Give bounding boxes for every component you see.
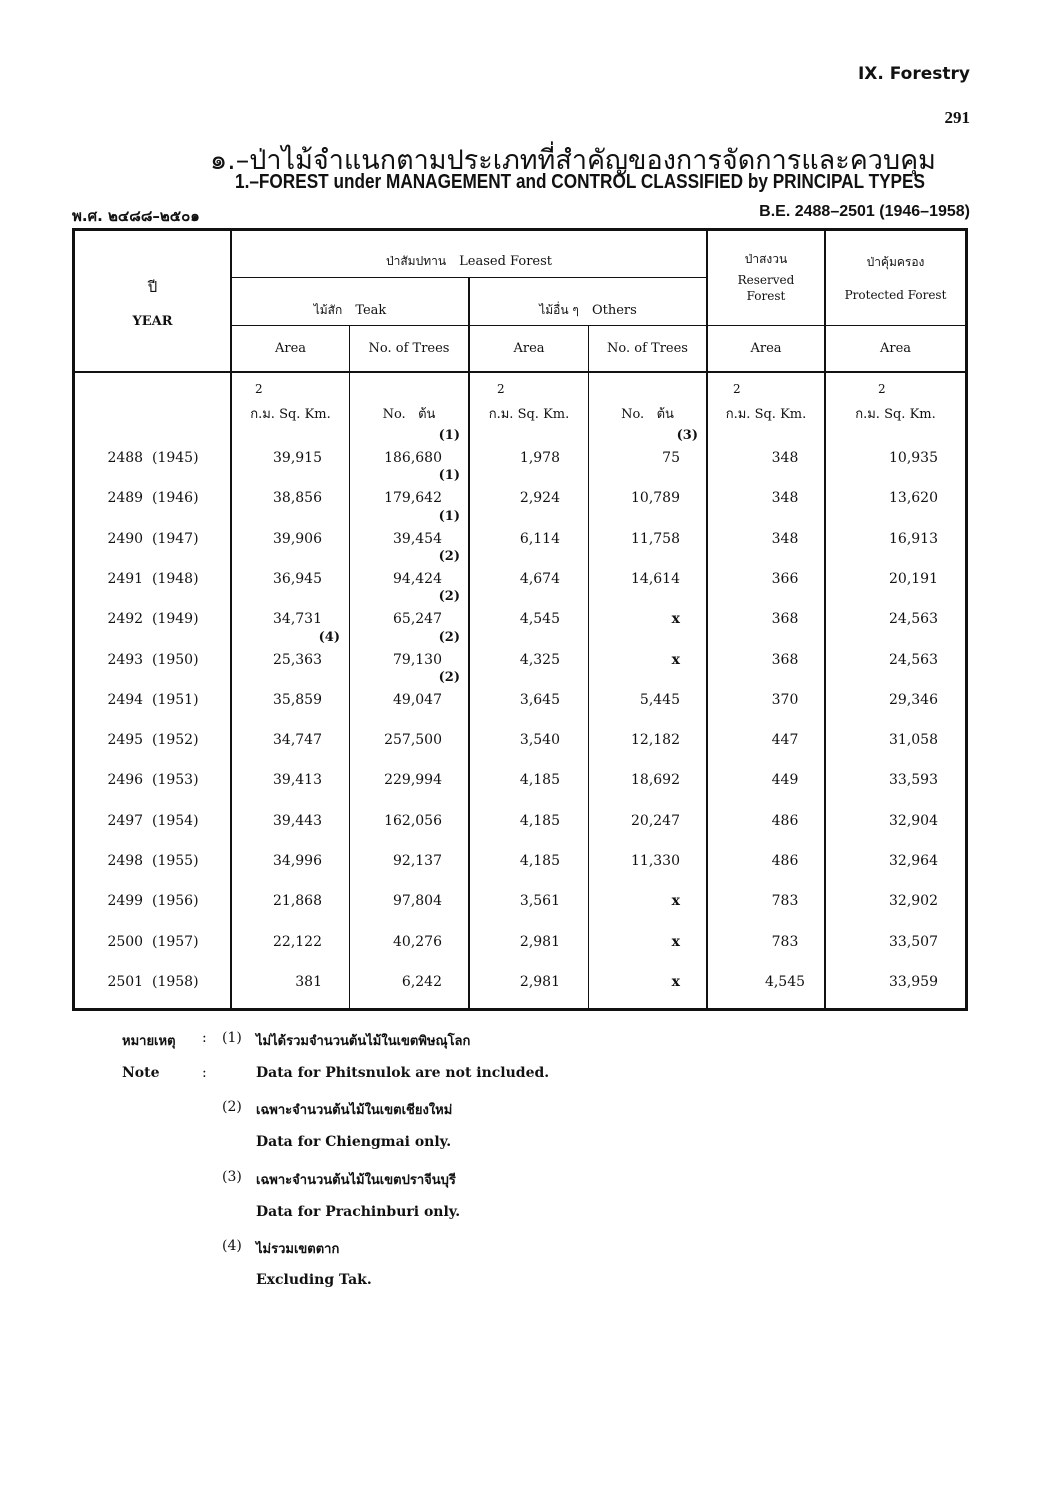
footnote-ref-others-trees: (3) [676,428,698,443]
cell-teak-trees: 79,130 [393,652,442,668]
unit-teak-area: ก.ม. Sq. Km. [250,407,331,422]
header-teak-area: Area [274,341,307,356]
cell-protected: 20,191 [889,571,938,587]
cell-others-trees: 20,247 [631,813,680,829]
cell-protected: 32,904 [889,813,938,829]
table-row [0,670,1040,732]
unit-others-area: ก.ม. Sq. Km. [488,407,570,422]
cell-reserved: 366 [771,571,799,587]
cell-protected: 24,563 [889,652,938,668]
cell-year: 2500 (1957) [107,934,199,950]
cell-others-area: 3,540 [519,732,560,748]
cell-others-trees: 10,789 [631,490,680,506]
cell-protected: 33,593 [889,772,938,788]
table-row [0,589,1040,651]
cell-year: 2496 (1953) [107,772,199,788]
table-row [0,813,1040,853]
header-others-thai: ไม้อื่น ๆ [539,303,579,317]
cell-others-trees: 75 [662,450,680,466]
unit-sup-teak-area: 2 [255,382,263,396]
cell-reserved: 783 [771,934,799,950]
cell-teak-trees: 97,804 [393,893,442,909]
header-leased-thai: ป่าสัมปทาน [386,254,447,268]
header-reserved-thai: ป่าสงวน [744,252,788,266]
cell-others-trees: 11,758 [631,531,680,547]
cell-others-trees: 11,330 [631,853,680,869]
note-1-num: (1) [222,1030,242,1046]
table-row [0,893,1040,933]
header-teak [232,299,468,320]
cell-reserved: 368 [771,652,799,668]
cell-others-trees: 14,614 [631,571,680,587]
header-teak-trees: No. of Trees [368,341,450,356]
cell-year: 2499 (1956) [107,893,199,909]
header-protected-area: Area [879,341,912,356]
cell-teak-area: 25,363 [273,652,322,668]
cell-others-area: 6,114 [519,531,560,547]
note-label-thai: หมายเหตุ [122,1034,176,1049]
cell-teak-area: 35,859 [273,692,322,708]
cell-year: 2497 (1954) [107,813,199,829]
subheader-rule [232,325,966,326]
footnote-ref-teak-trees: (2) [438,630,460,645]
cell-teak-trees: 92,137 [393,853,442,869]
title-thai: ๑.–ป่าไม้จำแนกตามประเภทที่สำคัญของการจัดการและควบคุม [210,145,936,176]
cell-year: 2493 (1950) [107,652,199,668]
header-leased-en: Leased Forest [459,254,552,269]
cell-reserved: 348 [771,531,799,547]
cell-protected: 24,563 [889,611,938,627]
cell-protected: 29,346 [889,692,938,708]
note-colon-1: : [202,1030,207,1046]
cell-teak-area: 39,906 [273,531,322,547]
header-year-thai: ปี [147,278,158,296]
cell-others-area: 2,981 [519,974,560,990]
table-row [0,428,1040,490]
cell-teak-area: 36,945 [273,571,322,587]
footnote-ref-teak-trees: (2) [438,549,460,564]
cell-others-area: 2,981 [519,934,560,950]
note-2-num: (2) [222,1099,242,1115]
cell-teak-trees: 186,680 [384,450,442,466]
cell-others-trees: x [671,974,680,990]
table-row [0,772,1040,812]
cell-others-area: 4,185 [519,853,560,869]
cell-teak-trees: 39,454 [393,531,442,547]
cell-others-area: 4,185 [519,813,560,829]
cell-others-area: 4,545 [519,611,560,627]
cell-reserved: 783 [771,893,799,909]
cell-reserved: 370 [771,692,799,708]
unit-sup-others-area: 2 [497,382,505,396]
cell-teak-area: 39,413 [273,772,322,788]
table-row [0,974,1040,1014]
cell-teak-area: 22,122 [273,934,322,950]
cell-teak-trees: 49,047 [393,692,442,708]
cell-others-area: 4,674 [519,571,560,587]
cell-protected: 32,902 [889,893,938,909]
cell-teak-trees: 162,056 [384,813,442,829]
header-protected-en: Protected Forest [844,288,947,302]
cell-teak-trees: 257,500 [384,732,442,748]
cell-teak-area: 34,747 [273,732,322,748]
cell-teak-area: 34,731 [273,611,322,627]
note-3-en: Data for Prachinburi only. [256,1204,461,1220]
unit-others-trees: No. ต้น [621,407,674,422]
note-1-thai: ไม่ได้รวมจำนวนต้นไม้ในเขตพิษณุโลก [256,1034,471,1049]
cell-teak-trees: 94,424 [393,571,442,587]
header-reserved-area: Area [750,341,782,356]
note-4-num: (4) [222,1238,242,1254]
cell-others-area: 2,924 [519,490,560,506]
cell-teak-trees: 229,994 [384,772,442,788]
footnote-ref-teak-trees: (1) [438,468,460,483]
header-reserved-en-2: Forest [746,289,786,303]
cell-protected: 16,913 [889,531,938,547]
table-row [0,468,1040,530]
unit-reserved: ก.ม. Sq. Km. [725,407,807,422]
unit-protected: ก.ม. Sq. Km. [855,407,936,422]
header-teak-en: Teak [355,303,387,318]
cell-protected: 13,620 [889,490,938,506]
cell-protected: 31,058 [889,732,938,748]
cell-reserved: 486 [771,813,799,829]
footnote-ref-teak-trees: (2) [438,670,460,685]
cell-reserved: 449 [771,772,799,788]
note-3-num: (3) [222,1169,242,1185]
cell-others-area: 3,561 [519,893,560,909]
unit-sup-reserved: 2 [733,382,741,396]
cell-year: 2491 (1948) [107,571,199,587]
header-protected-thai: ป่าคุ้มครอง [866,255,925,269]
cell-reserved: 348 [771,450,799,466]
leased-under-rule [232,277,706,278]
cell-teak-area: 38,856 [273,490,322,506]
note-colon-2: : [202,1065,207,1081]
cell-others-trees: x [671,652,680,668]
header-others [470,299,706,320]
header-others-area: Area [513,341,545,356]
header-bottom-rule [72,371,968,373]
cell-year: 2498 (1955) [107,853,199,869]
title-english: 1.–FOREST under MANAGEMENT and CONTROL CLASSIFIED by PRINCIPAL TYPES [235,171,925,193]
table-top-border [72,228,968,231]
cell-others-area: 4,185 [519,772,560,788]
cell-teak-area: 39,915 [273,450,322,466]
cell-year: 2495 (1952) [107,732,199,748]
note-3-thai: เฉพาะจำนวนต้นไม้ในเขตปราจีนบุรี [256,1173,456,1188]
cell-year: 2492 (1949) [107,611,199,627]
cell-year: 2489 (1946) [107,490,199,506]
note-label-en: Note [122,1065,160,1081]
cell-reserved: 4,545 [764,974,806,990]
cell-year: 2490 (1947) [107,531,199,547]
footnote-ref-teak-area: (4) [318,630,340,645]
unit-sup-protected: 2 [878,382,886,396]
period-english: B.E. 2488–2501 (1946–1958) [759,203,970,220]
cell-others-area: 1,978 [519,450,560,466]
cell-protected: 33,959 [889,974,938,990]
cell-year: 2494 (1951) [107,692,199,708]
cell-protected: 32,964 [889,853,938,869]
footnote-ref-teak-trees: (1) [438,428,460,443]
cell-others-trees: x [671,611,680,627]
cell-teak-area: 34,996 [273,853,322,869]
header-others-trees: No. of Trees [607,341,688,356]
table-row [0,509,1040,571]
cell-teak-area: 39,443 [273,813,322,829]
cell-protected: 10,935 [889,450,938,466]
note-2-thai: เฉพาะจำนวนต้นไม้ในเขตเชียงใหม่ [256,1103,453,1118]
note-2-en: Data for Chiengmai only. [256,1134,452,1150]
header-leased [232,250,706,271]
section-label: IX. Forestry [857,64,970,84]
cell-others-trees: x [671,934,680,950]
table-row [0,732,1040,772]
cell-others-trees: 5,445 [639,692,680,708]
cell-teak-trees: 6,242 [401,974,442,990]
table-row [0,630,1040,692]
note-4-thai: ไม่รวมเขตตาก [256,1242,340,1257]
header-year-en: YEAR [132,314,173,329]
header-teak-thai: ไม้สัก [313,303,343,317]
cell-protected: 33,507 [889,934,938,950]
cell-others-trees: 18,692 [631,772,680,788]
cell-others-trees: x [671,893,680,909]
table-row [0,549,1040,611]
footnote-ref-teak-trees: (2) [438,589,460,604]
cell-reserved: 447 [771,732,799,748]
cell-others-area: 3,645 [519,692,560,708]
cell-teak-area: 21,868 [273,893,322,909]
cell-year: 2501 (1958) [107,974,199,990]
cell-teak-trees: 65,247 [393,611,442,627]
unit-teak-trees: No. ต้น [382,407,436,422]
note-4-en: Excluding Tak. [256,1272,372,1288]
table-row [0,934,1040,974]
note-1-en: Data for Phitsnulok are not included. [256,1065,550,1081]
cell-year: 2488 (1945) [107,450,199,466]
header-reserved-en-1: Reserved [737,273,795,287]
cell-teak-trees: 179,642 [384,490,442,506]
cell-reserved: 348 [771,490,799,506]
cell-reserved: 486 [771,853,799,869]
cell-reserved: 368 [771,611,799,627]
cell-teak-area: 381 [295,974,322,990]
cell-teak-trees: 40,276 [393,934,442,950]
cell-others-area: 4,325 [519,652,560,668]
period-thai: พ.ศ. ๒๔๘๘–๒๕๐๑ [72,207,200,225]
table-row [0,853,1040,893]
page-number: 291 [944,108,970,127]
cell-others-trees: 12,182 [631,732,680,748]
footnote-ref-teak-trees: (1) [438,509,460,524]
header-others-en: Others [591,303,637,318]
